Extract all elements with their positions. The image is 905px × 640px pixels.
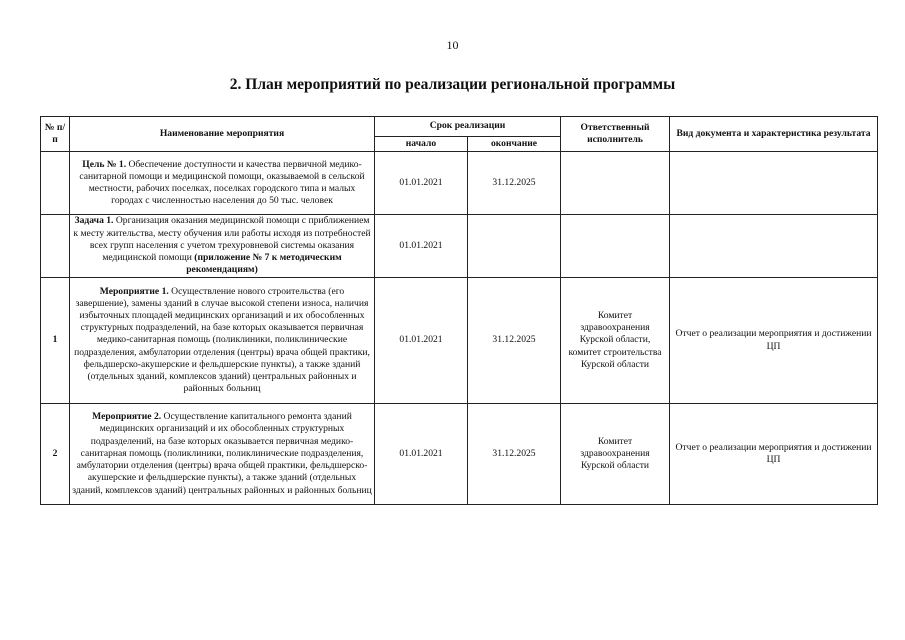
row-num bbox=[41, 152, 70, 215]
row-name-text: Осуществление нового строительства (его завершение), замены зданий в случае высокой степени износа, наличия избыточных площадей медицинских организаций и их обособленных структурных подразделений, на базе которых оказывается первичная медико-санитарная помощь (поликлиники, поликлинические подразделения, амбулатории отделения (центры) врача общей практики, фельдшерско-акушерские и фельдшерские пункты), а также зданий (отдельных зданий, комплексов зданий) центральных районных и районных больниц bbox=[74, 285, 370, 395]
row-end bbox=[468, 215, 561, 278]
row-executor: Комитет здравоохранения Курской области bbox=[561, 404, 670, 505]
row-name-tail: (приложение № 7 к методическим рекомендациям) bbox=[186, 252, 342, 276]
row-end: 31.12.2025 bbox=[468, 404, 561, 505]
header-start: начало bbox=[375, 137, 468, 152]
row-end: 31.12.2025 bbox=[468, 152, 561, 215]
header-num: № п/п bbox=[41, 117, 70, 152]
header-term: Срок реализации bbox=[375, 117, 561, 137]
header-executor: Ответственный исполнитель bbox=[561, 117, 670, 152]
row-executor: Комитет здравоохранения Курской области, комитет строительства Курской области bbox=[561, 278, 670, 404]
row-start: 01.01.2021 bbox=[375, 152, 468, 215]
row-name-heading: Мероприятие 2. bbox=[92, 411, 162, 423]
row-result: Отчет о реализации мероприятия и достижении ЦП bbox=[670, 278, 878, 404]
row-executor bbox=[561, 215, 670, 278]
row-result bbox=[670, 152, 878, 215]
row-name-text: Обеспечение доступности и качества первичной медико-санитарной помощи и медицинской помощи, оказываемой в сельской местности, рабочих поселках, поселках городского типа и малых городах с численностью населения до 50 тыс. человек bbox=[79, 158, 365, 207]
row-num: 2 bbox=[41, 404, 70, 505]
row-end: 31.12.2025 bbox=[468, 278, 561, 404]
row-name bbox=[70, 404, 375, 505]
row-result: Отчет о реализации мероприятия и достижении ЦП bbox=[670, 404, 878, 505]
page-number: 10 bbox=[446, 38, 459, 52]
header-row-1 bbox=[41, 117, 878, 137]
header-end: окончание bbox=[468, 137, 561, 152]
row-name-heading: Цель № 1. bbox=[82, 158, 127, 170]
row-start: 01.01.2021 bbox=[375, 404, 468, 505]
table-row bbox=[41, 404, 878, 505]
row-num bbox=[41, 215, 70, 278]
row-start: 01.01.2021 bbox=[375, 215, 468, 278]
row-name bbox=[70, 278, 375, 404]
row-executor bbox=[561, 152, 670, 215]
table-row bbox=[41, 215, 878, 278]
header-name: Наименование мероприятия bbox=[70, 117, 375, 152]
plan-table bbox=[40, 116, 878, 505]
row-num: 1 bbox=[41, 278, 70, 404]
row-name-heading: Задача 1. bbox=[74, 215, 114, 227]
row-name-text: Осуществление капитального ремонта зданий медицинских организаций и их обособленных структурных подразделений, на базе которых оказывается первичная медико-санитарная помощь (поликлиники, поликлинические подразделения, амбулатории отделения (центры) врача общей практики, фельдшерско-акушерские и фельдшерские пункты), а также зданий (отдельных зданий, комплексов зданий) центральных районных и районных больниц bbox=[72, 411, 372, 496]
table-row bbox=[41, 152, 878, 215]
table-row bbox=[41, 278, 878, 404]
row-name-heading: Мероприятие 1. bbox=[99, 285, 169, 297]
row-name bbox=[70, 152, 375, 215]
header-result: Вид документа и характеристика результата bbox=[670, 117, 878, 152]
row-result bbox=[670, 215, 878, 278]
row-start: 01.01.2021 bbox=[375, 278, 468, 404]
row-name-text: Организация оказания медицинской помощи с приближением к месту жительства, месту обучения или работы исходя из потребностей всех групп населения с учетом трехуровневой системы оказания медицинской помощи bbox=[73, 215, 371, 264]
document-title: 2. План мероприятий по реализации региональной программы bbox=[229, 76, 676, 93]
row-name bbox=[70, 215, 375, 278]
